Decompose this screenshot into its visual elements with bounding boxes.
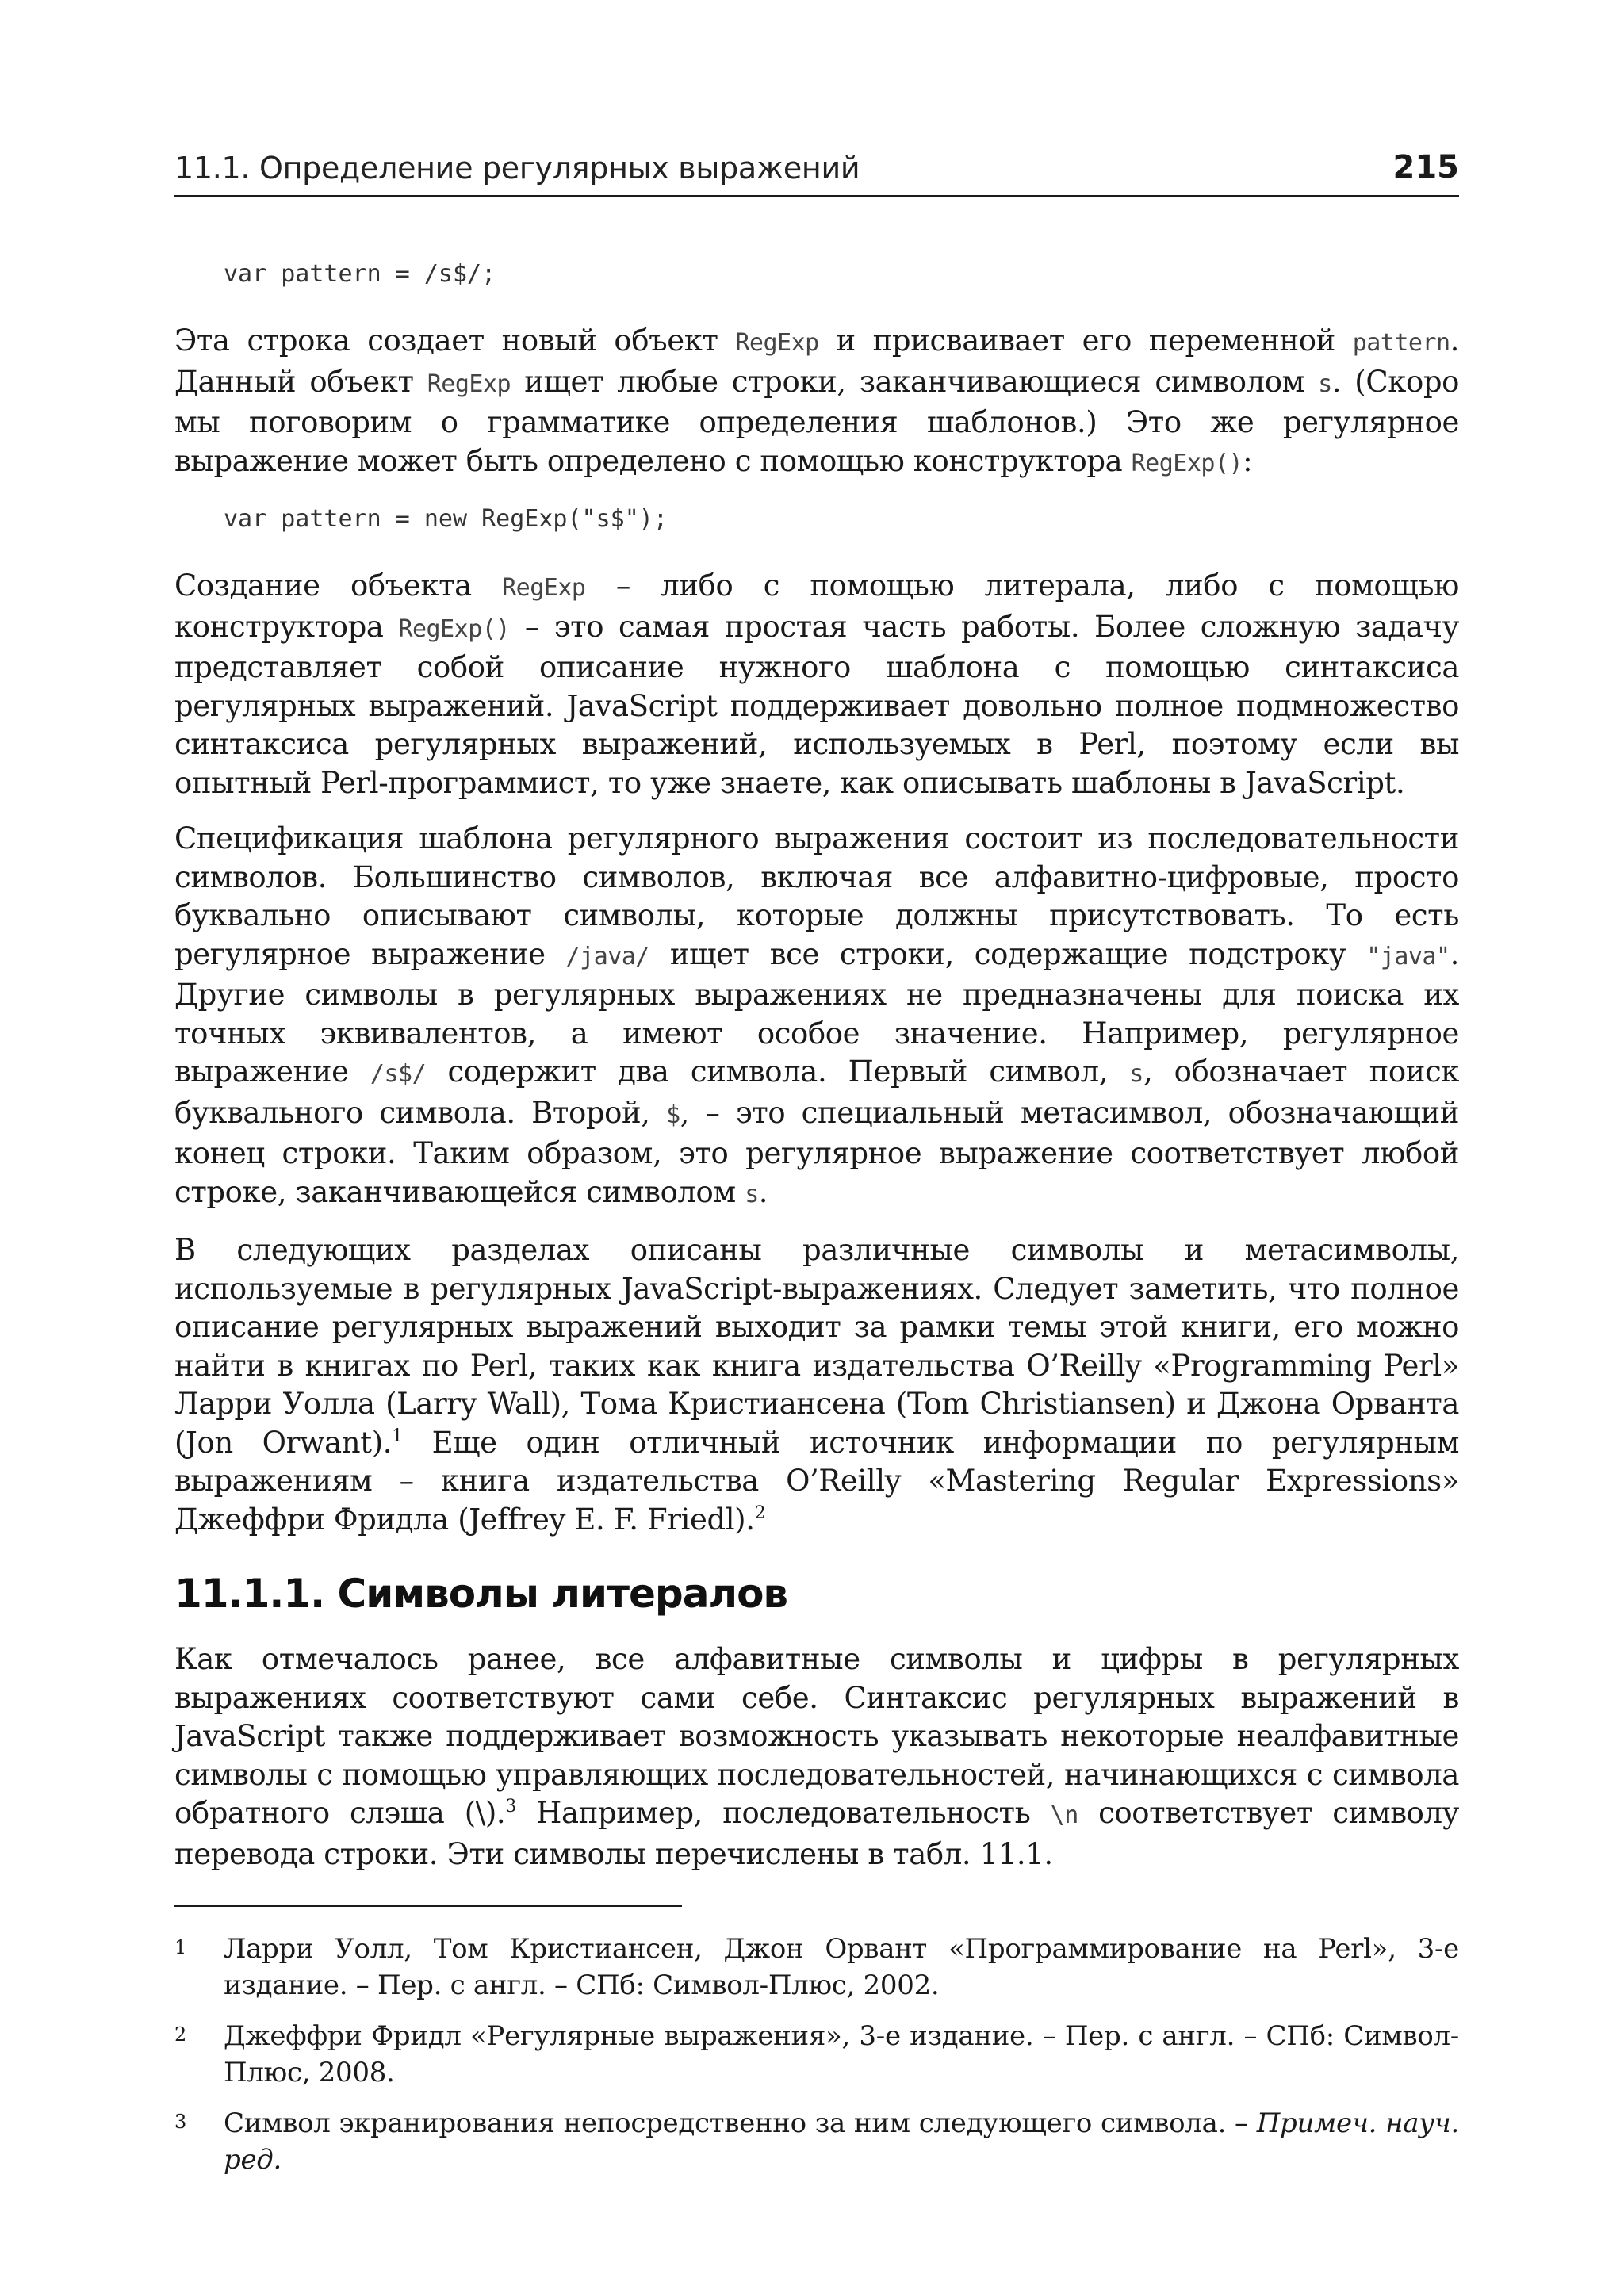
inline-code: RegExp	[735, 329, 819, 357]
inline-code: pattern	[1352, 329, 1450, 357]
code-example-literal: var pattern = /s$/;	[224, 260, 496, 288]
paragraph-regexp-object: Эта строка создает новый объект RegExp и присваивает его переменной pattern. Данный объект RegExp ищет любые строки, заканчивающиеся символом s. (Скоро мы поговорим о грамматике определения шаблонов.) Это же регулярное выражение может быть определено с помощью конструктора RegExp():	[174, 323, 1459, 478]
inline-code: /s$/	[370, 1060, 427, 1088]
inline-code: /java/	[565, 942, 649, 970]
code-example-constructor: var pattern = new RegExp("s$");	[224, 505, 668, 533]
footnote-ref-3[interactable]: 3	[505, 1797, 516, 1816]
footnote-1	[174, 1931, 1459, 2004]
inline-code: RegExp	[502, 574, 586, 602]
footnote-divider	[174, 1905, 682, 1907]
footnote-number: 2	[174, 2023, 186, 2046]
inline-code: s	[745, 1180, 759, 1208]
paragraph-literal-chars: Как отмечалось ранее, все алфавитные символы и цифры в регулярных выражениях соответствуют сами себе. Синтаксис регулярных выражений в JavaScript также поддерживает возможность указывать некоторые неалфавитные символы с помощью управляющих последовательностей, начинающихся с символа обратного слэша (\).$^3$ Например, последовательность \n соответствует символу перевода строки. Эти символы перечислены в табл. 11.1.	[174, 1642, 1459, 1871]
paragraph-further-reading: В следующих разделах описаны различные символы и метасимволы, используемые в регулярных JavaScript-выражениях. Следует заметить, что полное описание регулярных выражений выходит за рамки темы этой книги, его можно найти в книгах по Perl, таких как книга издательства O’Reilly «Programming Perl» Ларри Уолла (Larry Wall), Тома Кристиансена (Tom Christiansen) и Джона Орванта (Jon Orwant).$^1$ Еще один отличный источник информации по регулярным выражениям – книга издательства O’Reilly «Mastering Regular Expressions» Джеффри Фридла (Jeffrey E. F. Friedl).$^2$	[174, 1233, 1459, 1537]
paragraph-creating-regexp: Создание объекта RegExp – либо с помощью литерала, либо с помощью конструктора RegExp() – это самая простая часть работы. Более сложную задачу представляет собой описание нужного шаблона с помощью синтаксиса регулярных выражений. JavaScript поддерживает довольно полное подмножество синтаксиса регулярных выражений, используемых в Perl, поэтому если вы опытный Perl-программист, то уже знаете, как описывать шаблоны в JavaScript.	[174, 568, 1459, 800]
page-number: 215	[1392, 149, 1459, 186]
inline-code: \n	[1050, 1801, 1078, 1829]
footnote-ref-2[interactable]: 2	[754, 1503, 766, 1523]
footnote-number: 1	[174, 1936, 186, 1958]
footnote-text: Символ экранирования непосредственно за ним следующего символа. –	[224, 2107, 1257, 2139]
footnote-3	[174, 2105, 1459, 2178]
footnote-number: 3	[174, 2111, 186, 2133]
footnote-text: Ларри Уолл, Том Кристиансен, Джон Орвант «Программирование на Perl», 3-е издание. – Пер. с англ. – СПб: Символ-Плюс, 2002.	[224, 1933, 1459, 2001]
footnote-2	[174, 2018, 1459, 2091]
inline-code: RegExp()	[1131, 449, 1243, 477]
body-text	[174, 238, 1459, 2192]
section-heading: 11.1.1. Символы литералов	[174, 1571, 788, 1617]
paragraph-pattern-spec: Спецификация шаблона регулярного выражения состоит из последовательности символов. Большинство символов, включая все алфавитно-цифровые, просто буквально описывают символы, которые должны присутствовать. То есть регулярное выражение /java/ ищет все строки, содержащие подстроку "java". Другие символы в регулярных выражениях не предназначены для поиска их точных эквивалентов, а имеют особое значение. Например, регулярное выражение /s$/ содержит два символа. Первый символ, s, обозначает поиск буквального символа. Второй, $, – это специальный метасимвол, обозначающий конец строки. Таким образом, это регулярное выражение соответствует любой строке, заканчивающейся символом s.	[174, 821, 1460, 1209]
footnote-editor-note: Примеч. науч. ред.	[224, 2107, 1459, 2176]
footnote-text: Джеффри Фридл «Регулярные выражения», 3-е издание. – Пер. с англ. – СПб: Символ-Плюс, 2008.	[224, 2020, 1459, 2088]
inline-code: RegExp()	[398, 614, 510, 643]
inline-code: s	[1129, 1060, 1143, 1088]
inline-code: s	[1318, 369, 1332, 398]
running-header	[174, 151, 1459, 197]
inline-code: RegExp	[427, 369, 511, 398]
running-title: 11.1. Определение регулярных выражений	[174, 151, 860, 186]
inline-code: $	[666, 1101, 680, 1129]
footnote-ref-1[interactable]: 1	[392, 1426, 403, 1446]
inline-code: "java"	[1366, 942, 1450, 970]
